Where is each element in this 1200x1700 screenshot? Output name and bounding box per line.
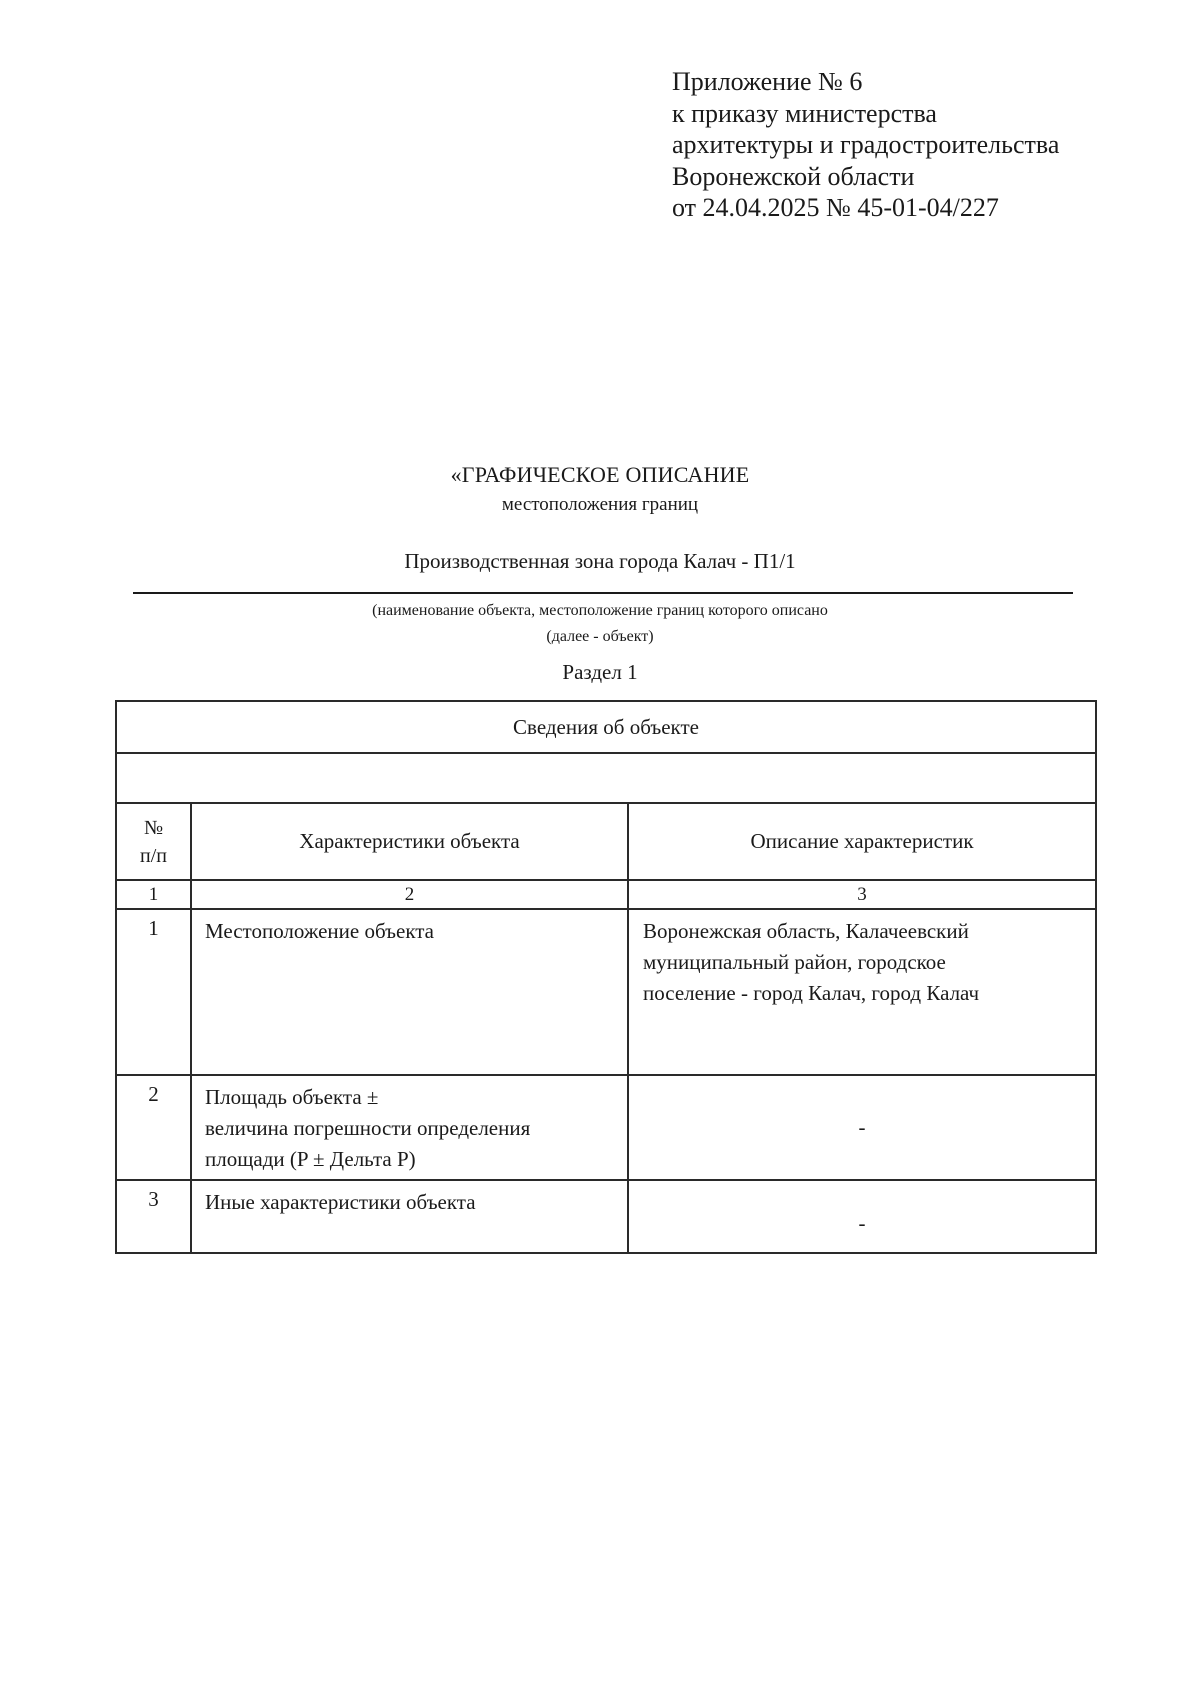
- header-num-symbol: №: [143, 816, 164, 839]
- empty-cell: [116, 753, 1096, 803]
- row-description: -: [628, 1075, 1096, 1180]
- table-header-row: [116, 803, 1096, 880]
- row-number: 1: [116, 909, 191, 1075]
- characteristic-line: Площадь объекта ±: [205, 1085, 379, 1109]
- row-characteristic: [191, 1180, 628, 1253]
- table-caption: Сведения об объекте: [116, 701, 1096, 753]
- document-title: «ГРАФИЧЕСКОЕ ОПИСАНИЕ: [450, 462, 750, 487]
- description-line: муниципальный район, городское: [643, 950, 946, 974]
- table-row: [116, 1180, 1096, 1253]
- appendix-line: архитектуры и градостроительства: [672, 130, 1060, 159]
- column-index: 2: [191, 880, 628, 909]
- object-caption-line: (далее - объект): [546, 628, 654, 645]
- table-row: [116, 909, 1096, 1075]
- appendix-line: Воронежской области: [672, 161, 915, 191]
- header-num-abbr: п/п: [140, 844, 167, 867]
- appendix-line: от 24.04.2025 № 45-01-04/227: [672, 193, 999, 222]
- object-info-table: [115, 700, 1097, 1254]
- header-characteristics: Характеристики объекта: [191, 803, 628, 880]
- characteristic-line: Местоположение объекта: [205, 919, 435, 943]
- table-row: [116, 1075, 1096, 1180]
- appendix-line: Приложение № 6: [672, 67, 863, 96]
- column-index-row: [116, 880, 1096, 909]
- header-description: Описание характеристик: [628, 803, 1096, 880]
- object-name-underline: [133, 592, 1073, 594]
- row-description: [628, 909, 1096, 1075]
- header-num: [116, 803, 191, 880]
- object-caption-line: (наименование объекта, местоположение границ которого описано: [372, 602, 828, 619]
- description-line: поселение - город Калач, город Калач: [643, 981, 980, 1005]
- object-name-caption: [0, 598, 1200, 650]
- appendix-block: [672, 66, 1059, 224]
- characteristic-line: площади (P ± Дельта P): [205, 1147, 416, 1171]
- table-empty-row: [116, 753, 1096, 803]
- document-subtitle: местоположения границ: [501, 494, 699, 515]
- row-description: -: [628, 1180, 1096, 1253]
- object-name: Производственная зона города Калач - П1/1: [404, 549, 796, 573]
- characteristic-line: величина погрешности определения: [205, 1116, 531, 1140]
- row-number: 3: [116, 1180, 191, 1253]
- row-number: 2: [116, 1075, 191, 1180]
- description-line: Воронежская область, Калачеевский: [643, 919, 969, 943]
- table-caption-row: [116, 701, 1096, 753]
- section-title: Раздел 1: [562, 660, 638, 684]
- appendix-line: к приказу министерства: [672, 98, 937, 128]
- column-index: 3: [628, 880, 1096, 909]
- characteristic-line: Иные характеристики объекта: [205, 1190, 476, 1214]
- row-characteristic: [191, 1075, 628, 1180]
- column-index: 1: [116, 880, 191, 909]
- row-characteristic: [191, 909, 628, 1075]
